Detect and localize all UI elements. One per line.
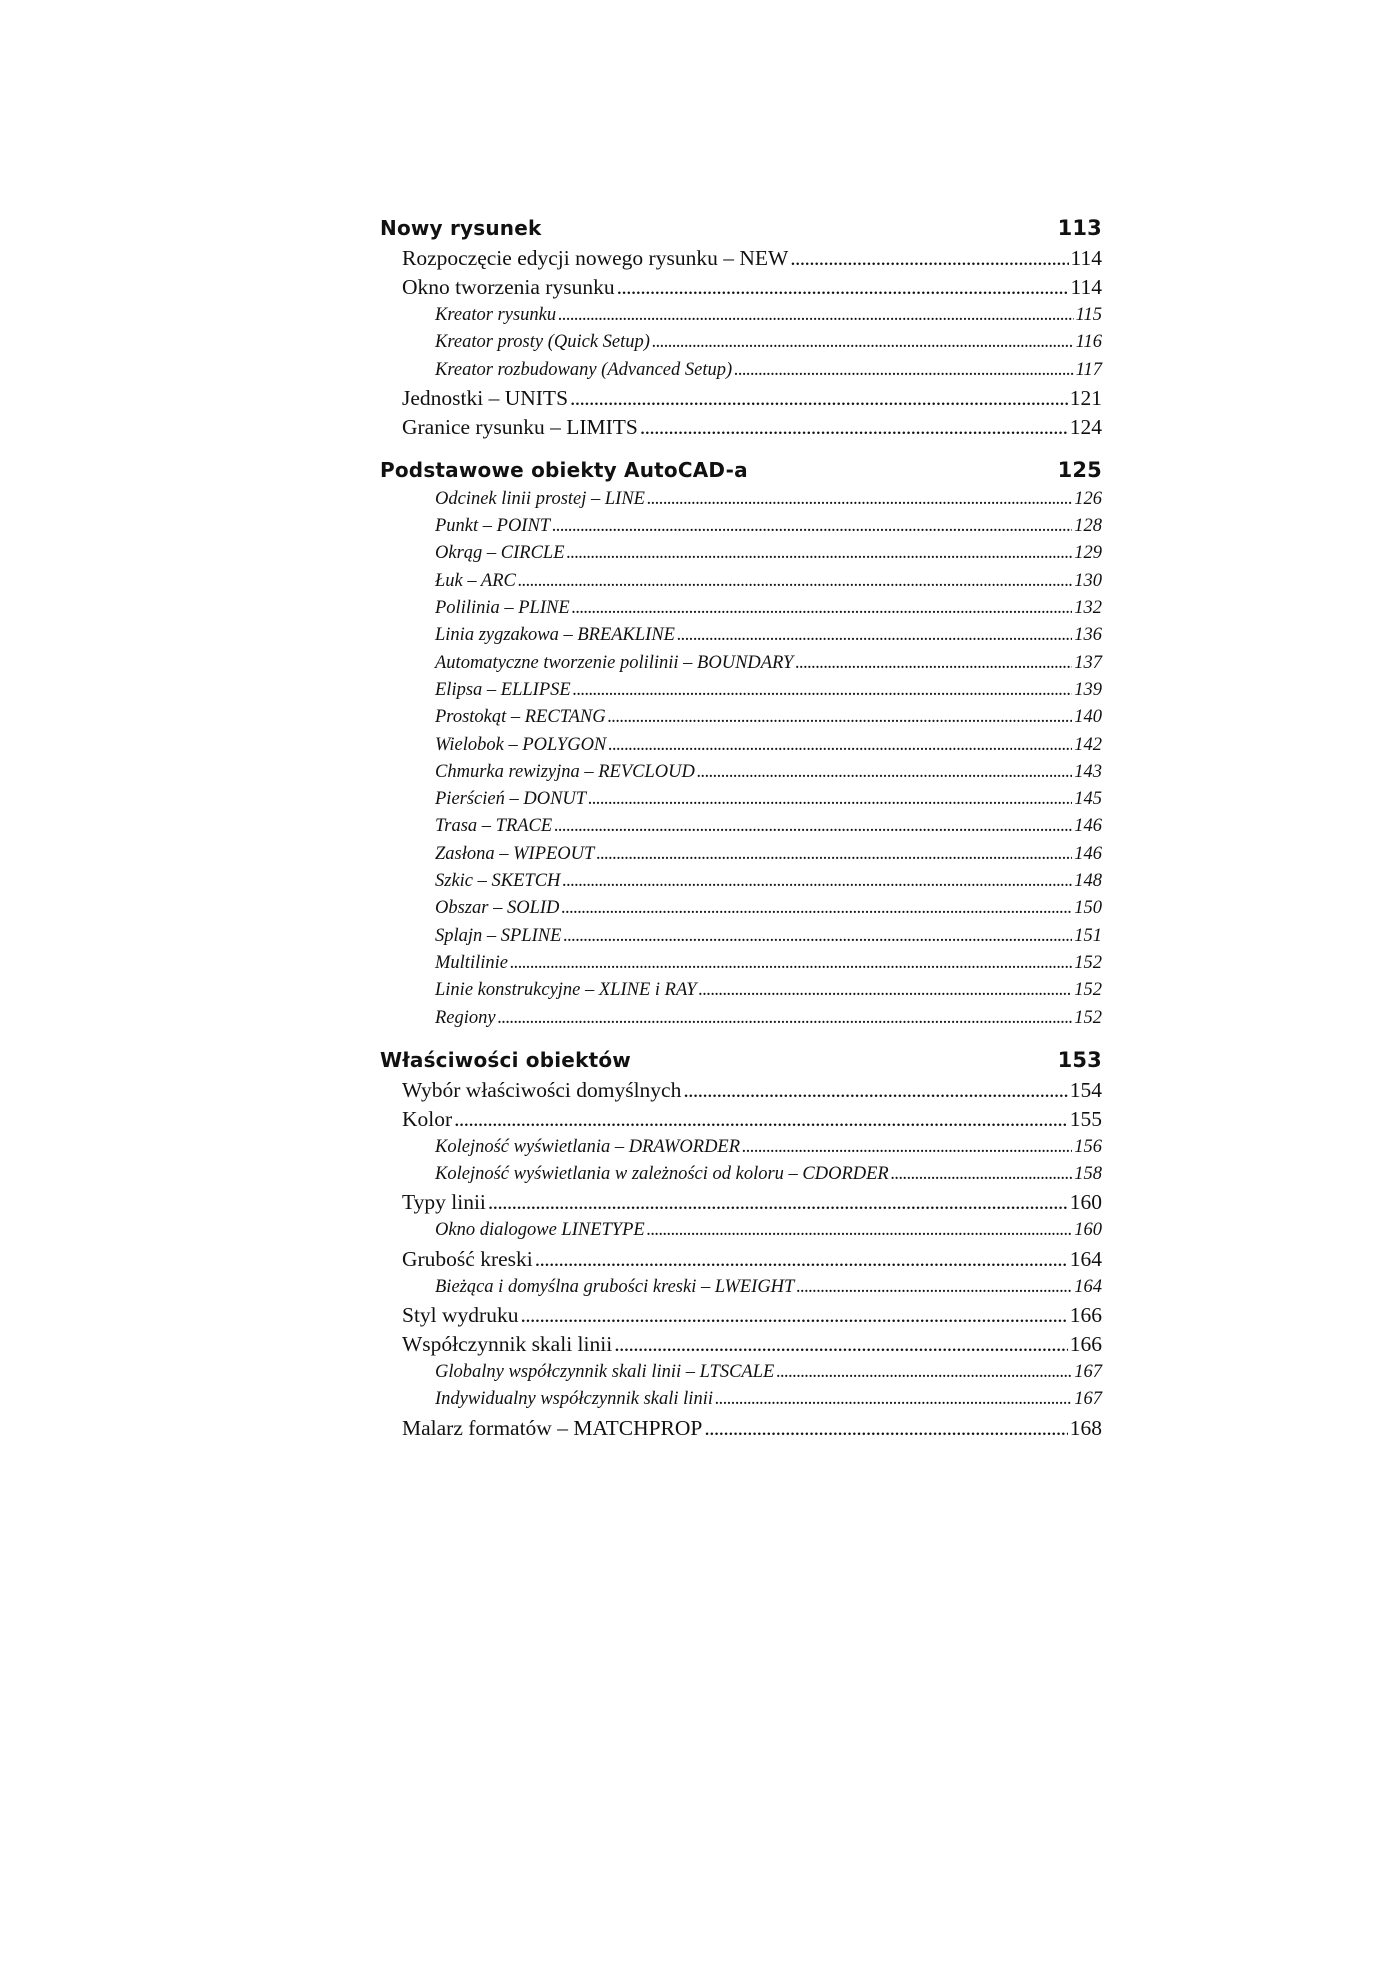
toc-subentry xyxy=(380,923,1102,950)
entry-page-number: 152 xyxy=(1074,952,1102,973)
dot-leader xyxy=(617,273,1069,302)
dot-leader xyxy=(796,1274,1072,1301)
dot-leader xyxy=(795,650,1072,677)
toc-subentry xyxy=(380,841,1102,868)
entry-title: Kolejność wyświetlania – DRAWORDER xyxy=(435,1136,741,1157)
entry-title: Bieżąca i domyślna grubości kreski – LWEIGHT xyxy=(435,1276,795,1297)
entry-title: Odcinek linii prostej – LINE xyxy=(435,488,645,509)
toc-subentry xyxy=(380,813,1102,840)
entry-title: Prostokąt – RECTANG xyxy=(435,707,606,728)
dot-leader xyxy=(734,357,1073,384)
toc-entry xyxy=(380,384,1102,413)
dot-leader xyxy=(572,595,1073,622)
entry-page-number: 166 xyxy=(1069,1332,1102,1357)
dot-leader xyxy=(558,302,1074,329)
entry-page-number: 167 xyxy=(1074,1362,1102,1383)
entry-page-number: 124 xyxy=(1069,414,1102,439)
dot-leader xyxy=(554,813,1072,840)
entry-page-number: 160 xyxy=(1069,1190,1102,1215)
entry-page-number: 129 xyxy=(1074,543,1102,564)
dot-leader xyxy=(563,923,1072,950)
entry-page-number: 168 xyxy=(1069,1415,1102,1440)
dot-leader xyxy=(567,540,1073,567)
toc-entry xyxy=(380,273,1102,302)
chapter-page-number: 125 xyxy=(1057,457,1102,482)
entry-title: Okno tworzenia rysunku xyxy=(402,275,615,299)
dot-leader xyxy=(588,786,1072,813)
entry-title: Indywidualny współczynnik skali linii xyxy=(435,1389,713,1410)
toc-entry xyxy=(380,1330,1102,1359)
entry-title: Chmurka rewizyjna – REVCLOUD xyxy=(435,761,695,782)
dot-leader xyxy=(535,1245,1068,1274)
toc-subentry xyxy=(380,977,1102,1004)
entry-title: Kreator rozbudowany (Advanced Setup) xyxy=(435,359,733,380)
entry-title: Linia zygzakowa – BREAKLINE xyxy=(435,625,675,646)
toc-subentry xyxy=(380,1386,1102,1413)
entry-title: Styl wydruku xyxy=(402,1303,519,1328)
dot-leader xyxy=(570,384,1068,413)
toc-subentry xyxy=(380,786,1102,813)
toc-subentry xyxy=(380,704,1102,731)
entry-page-number: 146 xyxy=(1074,816,1102,837)
entry-page-number: 114 xyxy=(1070,246,1102,270)
entry-page-number: 126 xyxy=(1074,488,1102,509)
dot-leader xyxy=(518,568,1072,595)
toc-subentry xyxy=(380,677,1102,704)
entry-page-number: 130 xyxy=(1074,570,1102,591)
toc-entry xyxy=(380,1105,1102,1134)
toc-subentry xyxy=(380,650,1102,677)
toc-subentry xyxy=(380,732,1102,759)
toc-subentry xyxy=(380,357,1102,384)
toc-subentry xyxy=(380,1005,1102,1032)
chapter-title: Nowy rysunek xyxy=(380,216,542,240)
entry-page-number: 148 xyxy=(1074,871,1102,892)
toc-subentry xyxy=(380,568,1102,595)
dot-leader xyxy=(596,841,1072,868)
entry-page-number: 151 xyxy=(1074,925,1102,946)
dot-leader xyxy=(652,329,1074,356)
chapter-heading xyxy=(380,454,1102,486)
chapter-heading xyxy=(380,1044,1102,1076)
toc-subentry xyxy=(380,950,1102,977)
dot-leader xyxy=(647,1217,1073,1244)
entry-page-number: 132 xyxy=(1074,598,1102,619)
entry-title: Okno dialogowe LINETYPE xyxy=(435,1220,645,1241)
dot-leader xyxy=(552,513,1072,540)
toc-entry xyxy=(380,413,1102,442)
entry-page-number: 150 xyxy=(1074,898,1102,919)
entry-page-number: 160 xyxy=(1074,1220,1102,1241)
entry-page-number: 116 xyxy=(1075,332,1102,353)
dot-leader xyxy=(498,1005,1073,1032)
table-of-contents xyxy=(380,212,1102,1443)
dot-leader xyxy=(608,704,1073,731)
dot-leader xyxy=(573,677,1073,704)
toc-subentry xyxy=(380,1161,1102,1188)
toc-entry xyxy=(380,244,1102,273)
entry-title: Pierścień – DONUT xyxy=(435,789,587,810)
toc-entry xyxy=(380,1301,1102,1330)
entry-page-number: 137 xyxy=(1074,652,1102,673)
entry-page-number: 139 xyxy=(1074,679,1102,700)
entry-page-number: 115 xyxy=(1075,305,1102,325)
toc-subentry xyxy=(380,868,1102,895)
entry-page-number: 143 xyxy=(1074,761,1102,782)
entry-title: Granice rysunku – LIMITS xyxy=(402,414,638,439)
entry-title: Regiony xyxy=(435,1007,496,1028)
entry-title: Współczynnik skali linii xyxy=(402,1332,613,1357)
entry-page-number: 154 xyxy=(1069,1077,1102,1102)
toc-subentry xyxy=(380,513,1102,540)
toc-subentry xyxy=(380,1217,1102,1244)
entry-title: Trasa – TRACE xyxy=(435,816,553,837)
toc-subentry xyxy=(380,895,1102,922)
entry-page-number: 117 xyxy=(1075,359,1102,380)
entry-title: Wielobok – POLYGON xyxy=(435,734,607,755)
entry-title: Jednostki – UNITS xyxy=(402,385,569,410)
entry-page-number: 166 xyxy=(1069,1303,1102,1328)
entry-page-number: 145 xyxy=(1074,789,1102,810)
entry-page-number: 114 xyxy=(1070,275,1102,299)
entry-page-number: 164 xyxy=(1069,1246,1102,1271)
dot-leader xyxy=(699,977,1073,1004)
entry-title: Globalny współczynnik skali linii – LTSCALE xyxy=(435,1362,775,1383)
toc-subentry xyxy=(380,1359,1102,1386)
dot-leader xyxy=(640,413,1068,442)
entry-title: Wybór właściwości domyślnych xyxy=(402,1077,682,1102)
entry-page-number: 167 xyxy=(1074,1389,1102,1410)
toc-subentry xyxy=(380,540,1102,567)
entry-title: Multilinie xyxy=(435,952,508,973)
entry-title: Typy linii xyxy=(402,1190,486,1215)
toc-entry xyxy=(380,1245,1102,1274)
toc-subentry xyxy=(380,1134,1102,1161)
dot-leader xyxy=(742,1134,1072,1161)
chapter-heading xyxy=(380,212,1102,244)
dot-leader xyxy=(790,244,1068,273)
toc-entry xyxy=(380,1188,1102,1217)
toc-entry xyxy=(380,1076,1102,1105)
dot-leader xyxy=(520,1301,1067,1330)
entry-title: Punkt – POINT xyxy=(435,516,551,537)
entry-title: Polilinia – PLINE xyxy=(435,598,570,619)
entry-page-number: 152 xyxy=(1074,1007,1102,1028)
toc-subentry xyxy=(380,302,1102,329)
dot-leader xyxy=(561,895,1072,922)
toc-subentry xyxy=(380,329,1102,356)
entry-page-number: 140 xyxy=(1074,707,1102,728)
dot-leader xyxy=(454,1105,1068,1134)
entry-title: Okrąg – CIRCLE xyxy=(435,543,565,564)
entry-title: Zasłona – WIPEOUT xyxy=(435,843,595,864)
toc-subentry xyxy=(380,759,1102,786)
entry-title: Malarz formatów – MATCHPROP xyxy=(402,1415,703,1440)
entry-title: Automatyczne tworzenie polilinii – BOUNDARY xyxy=(435,652,794,673)
entry-title: Szkic – SKETCH xyxy=(435,871,561,892)
dot-leader xyxy=(697,759,1072,786)
entry-title: Grubość kreski xyxy=(402,1246,533,1271)
entry-title: Kolor xyxy=(402,1106,453,1131)
dot-leader xyxy=(715,1386,1072,1413)
entry-page-number: 128 xyxy=(1074,516,1102,537)
dot-leader xyxy=(647,486,1072,513)
entry-title: Kreator rysunku xyxy=(435,305,557,325)
entry-title: Splajn – SPLINE xyxy=(435,925,562,946)
entry-title: Elipsa – ELLIPSE xyxy=(435,679,571,700)
toc-subentry xyxy=(380,486,1102,513)
entry-page-number: 136 xyxy=(1074,625,1102,646)
entry-title: Kolejność wyświetlania w zależności od koloru – CDORDER xyxy=(435,1164,889,1185)
entry-page-number: 152 xyxy=(1074,980,1102,1001)
dot-leader xyxy=(562,868,1072,895)
entry-page-number: 146 xyxy=(1074,843,1102,864)
entry-page-number: 156 xyxy=(1074,1136,1102,1157)
dot-leader xyxy=(510,950,1072,977)
dot-leader xyxy=(891,1161,1073,1188)
entry-title: Obszar – SOLID xyxy=(435,898,560,919)
dot-leader xyxy=(677,622,1072,649)
toc-subentry xyxy=(380,595,1102,622)
entry-page-number: 164 xyxy=(1074,1276,1102,1297)
entry-page-number: 158 xyxy=(1074,1164,1102,1185)
chapter-page-number: 153 xyxy=(1057,1047,1102,1072)
dot-leader xyxy=(683,1076,1067,1105)
dot-leader xyxy=(704,1414,1067,1443)
entry-title: Łuk – ARC xyxy=(435,570,516,591)
entry-title: Kreator prosty (Quick Setup) xyxy=(435,332,650,353)
toc-subentry xyxy=(380,622,1102,649)
entry-page-number: 121 xyxy=(1069,385,1102,410)
toc-subentry xyxy=(380,1274,1102,1301)
entry-title: Linie konstrukcyjne – XLINE i RAY xyxy=(435,980,697,1001)
dot-leader xyxy=(608,732,1072,759)
chapter-page-number: 113 xyxy=(1057,216,1102,240)
entry-title: Rozpoczęcie edycji nowego rysunku – NEW xyxy=(402,246,789,270)
dot-leader xyxy=(776,1359,1072,1386)
chapter-title: Podstawowe obiekty AutoCAD-a xyxy=(380,457,748,482)
entry-page-number: 155 xyxy=(1069,1106,1102,1131)
dot-leader xyxy=(488,1188,1068,1217)
dot-leader xyxy=(614,1330,1068,1359)
toc-entry xyxy=(380,1414,1102,1443)
entry-page-number: 142 xyxy=(1074,734,1102,755)
chapter-title: Właściwości obiektów xyxy=(380,1047,631,1072)
